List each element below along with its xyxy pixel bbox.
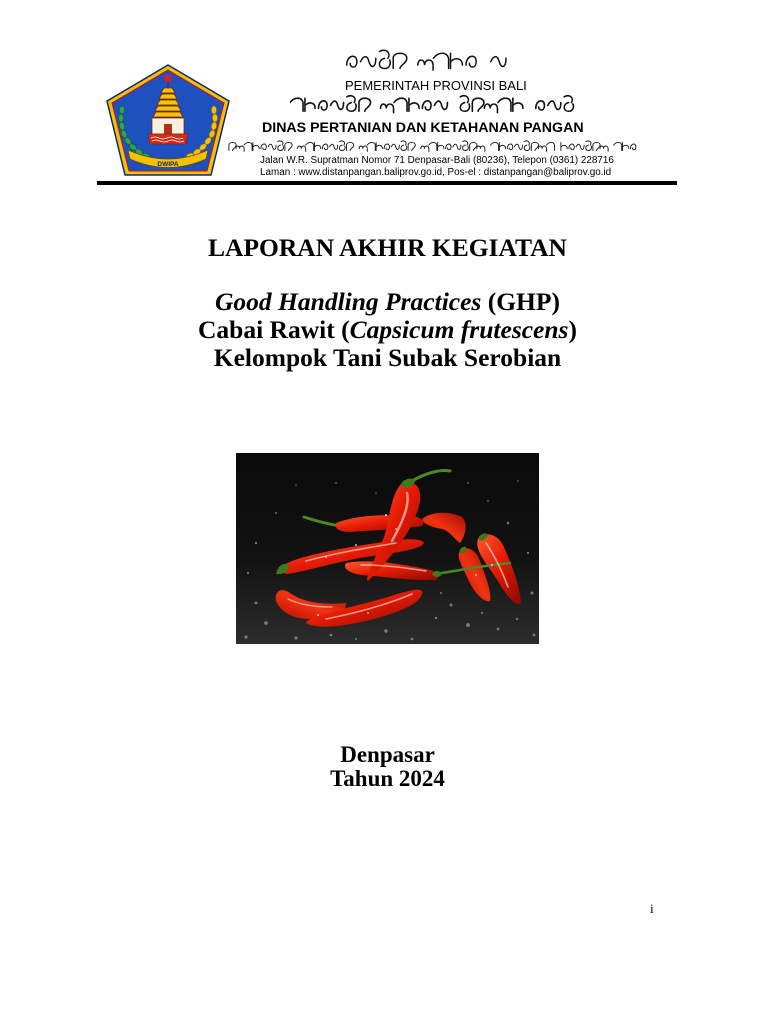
agency-address: Jalan W.R. Supratman Nomor 71 Denpasar-Bali (80236), Telepon (0361) 228716 <box>260 155 614 166</box>
aksara-glyph <box>331 101 344 109</box>
water-droplet <box>467 482 469 484</box>
water-droplet <box>247 572 249 574</box>
aksara-glyph <box>347 142 354 150</box>
subtitle-line-2 <box>7 316 768 344</box>
agency-name: DINAS PERTANIAN DAN KETAHANAN PANGAN <box>262 120 584 136</box>
aksara-glyph <box>491 57 506 67</box>
aksara-glyph <box>433 53 448 68</box>
aksara-glyph <box>524 141 530 151</box>
water-droplet <box>487 500 489 502</box>
balinese-script-line-2 <box>290 93 586 115</box>
chili-calyx <box>433 571 442 577</box>
aksara-glyph <box>463 141 469 151</box>
aksara-glyph <box>359 146 367 151</box>
water-droplet <box>255 542 257 544</box>
aksara-glyph <box>339 141 345 151</box>
commodity-name: Cabai Rawit ( <box>198 315 350 344</box>
water-droplet <box>481 612 483 614</box>
aksara-glyph <box>306 142 314 150</box>
water-droplet <box>475 574 477 576</box>
aksara-glyph <box>315 142 321 150</box>
water-droplet <box>255 602 258 605</box>
government-name: PEMERINTAH PROVINSI BALI <box>345 78 527 93</box>
aksara-glyph <box>484 104 497 113</box>
aksara-glyph <box>538 146 546 151</box>
temple-door-icon <box>164 124 172 134</box>
aksara-glyph <box>393 53 407 68</box>
aksara-glyph <box>330 144 338 149</box>
aksara-glyph <box>384 144 389 150</box>
aksara-glyph <box>490 142 498 150</box>
aksara-glyph <box>391 144 399 149</box>
subtitle-line-3: Kelompok Tani Subak Serobian <box>213 343 562 372</box>
report-closing <box>7 743 768 791</box>
aksara-glyph <box>290 98 303 111</box>
water-droplet <box>435 617 437 619</box>
aksara-glyph <box>548 101 561 109</box>
aksara-glyph <box>376 142 382 150</box>
water-droplet <box>275 512 277 514</box>
aksara-glyph <box>244 142 252 150</box>
aksara-glyph <box>600 146 608 151</box>
water-droplet <box>507 522 510 525</box>
aksara-glyph <box>347 96 356 111</box>
aksara-glyph <box>323 144 328 150</box>
water-droplet <box>295 484 297 486</box>
aksara-glyph <box>359 98 371 111</box>
aksara-glyph <box>470 142 477 150</box>
aksara-glyph <box>631 144 636 150</box>
aksara-glyph <box>318 101 327 110</box>
cover-photo <box>236 453 539 644</box>
water-droplet <box>395 528 397 530</box>
aksara-glyph <box>466 56 476 67</box>
water-droplet <box>325 556 327 558</box>
aksara-glyph <box>593 142 600 150</box>
report-subtitle <box>7 288 768 372</box>
water-droplet <box>411 638 414 641</box>
water-droplet <box>264 621 268 625</box>
report-title: LAPORAN AKHIR KEGIATAN <box>208 233 567 262</box>
aksara-glyph <box>564 96 573 111</box>
aksara-glyph <box>446 144 451 150</box>
water-droplet <box>335 482 337 484</box>
aksara-glyph <box>498 98 511 111</box>
water-droplet <box>294 636 297 639</box>
aksara-glyph <box>477 146 485 151</box>
aksara-glyph <box>472 98 484 111</box>
aksara-glyph <box>361 57 376 67</box>
aksara-glyph <box>421 146 429 151</box>
aksara-glyph <box>536 101 545 110</box>
aksara-glyph <box>394 98 407 111</box>
aksara-glyph <box>253 142 259 150</box>
aksara-glyph <box>347 56 357 67</box>
water-droplet <box>466 623 470 627</box>
water-droplet <box>497 628 500 631</box>
aksara-glyph <box>499 142 505 150</box>
scientific-name: Capsicum frutescens <box>349 315 569 344</box>
aksara-glyph <box>229 142 236 150</box>
water-droplet <box>385 514 387 516</box>
aksara-glyph <box>236 146 244 151</box>
aksara-glyph <box>438 142 444 150</box>
aksara-glyph <box>298 146 306 151</box>
aksara-glyph <box>379 50 390 68</box>
aksara-glyph <box>434 101 447 109</box>
water-droplet <box>531 592 534 595</box>
aksara-glyph <box>401 141 407 151</box>
page-number: i <box>650 901 654 916</box>
aksara-glyph <box>408 142 415 150</box>
agency-website-email: Laman : www.distanpangan.baliprov.go.id, Pos-el : distanpangan@baliprov.go.id <box>260 167 612 178</box>
aksara-glyph <box>623 142 629 150</box>
water-droplet <box>367 612 369 614</box>
aksara-glyph <box>453 144 461 149</box>
bali-province-emblem <box>106 64 230 176</box>
aksara-glyph <box>422 101 431 110</box>
closing-paren: ) <box>568 315 577 344</box>
water-droplet <box>517 480 519 482</box>
water-droplet <box>516 618 518 620</box>
aksara-glyph <box>305 98 315 111</box>
water-droplet <box>317 614 319 616</box>
aksara-glyph <box>278 141 284 151</box>
aksara-glyph <box>460 96 469 111</box>
aksara-glyph <box>451 53 463 68</box>
water-droplet <box>440 592 442 594</box>
aksara-glyph <box>381 104 394 113</box>
water-droplet <box>450 604 453 607</box>
aksara-glyph <box>418 60 433 70</box>
subtitle-italic-term: Good Handling Practices <box>215 287 482 316</box>
emblem-ribbon-lettering: DWIPA <box>157 161 179 168</box>
balinese-script-line-1 <box>345 44 517 76</box>
water-droplet <box>375 492 377 494</box>
subtitle-line-1 <box>7 288 768 316</box>
aksara-glyph <box>409 98 419 111</box>
aksara-glyph <box>531 142 538 150</box>
aksara-glyph <box>614 142 622 150</box>
aksara-glyph <box>569 144 574 150</box>
letterhead-divider <box>97 181 677 185</box>
water-droplet <box>384 629 387 632</box>
aksara-glyph <box>514 144 522 149</box>
aksara-glyph <box>561 142 567 150</box>
emblem-base-band <box>148 134 188 144</box>
aksara-glyph <box>546 142 554 150</box>
balinese-script-line-3 <box>228 139 646 153</box>
aksara-glyph <box>367 142 375 150</box>
aksara-glyph <box>513 98 523 111</box>
report-place: Denpasar <box>340 742 435 767</box>
water-droplet <box>527 552 529 554</box>
aksara-glyph <box>429 142 437 150</box>
water-droplet <box>330 634 333 637</box>
aksara-glyph <box>261 144 266 150</box>
report-year: Tahun 2024 <box>330 766 445 791</box>
aksara-glyph <box>285 142 292 150</box>
aksara-glyph <box>586 141 592 151</box>
subtitle-abbrev: (GHP) <box>481 287 560 316</box>
aksara-glyph <box>507 144 512 150</box>
water-droplet <box>491 564 493 566</box>
water-droplet <box>355 544 357 546</box>
water-droplet <box>355 638 357 640</box>
water-droplet <box>244 635 247 638</box>
aksara-glyph <box>268 144 276 149</box>
water-droplet <box>533 634 536 637</box>
aksara-glyph <box>576 144 584 149</box>
